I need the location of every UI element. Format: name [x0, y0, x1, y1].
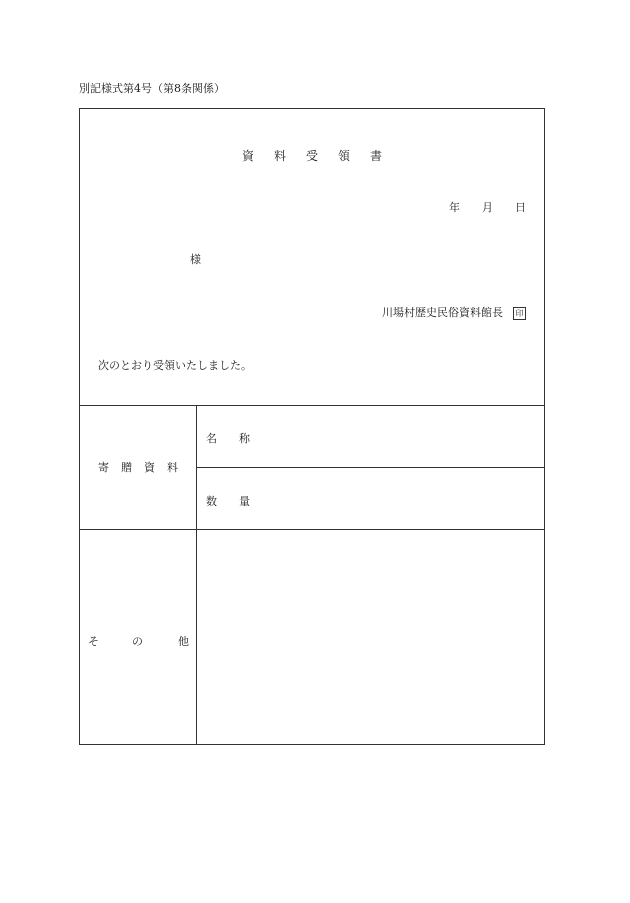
date-line: [427, 199, 526, 215]
name-field-label: [206, 430, 272, 446]
form-number: 別記様式第4号（第8条関係）: [79, 82, 225, 95]
date-day-label: 日: [515, 201, 526, 214]
label-char: 量: [239, 495, 250, 508]
title-char: 書: [370, 149, 383, 163]
recipient-suffix: 様: [190, 253, 201, 266]
date-year-label: 年: [449, 201, 460, 214]
table-top-divider: [80, 405, 544, 406]
label-char: 数: [206, 495, 217, 508]
issuer-line: [382, 304, 526, 320]
receipt-form: [79, 108, 545, 745]
title-char: 資: [241, 149, 254, 163]
title-char: 料: [273, 149, 286, 163]
label-char: そ: [88, 635, 99, 648]
donation-materials-label: [80, 459, 196, 475]
label-char: 料: [167, 461, 178, 474]
label-char: 称: [239, 432, 250, 445]
other-section-divider: [80, 529, 544, 530]
label-char: 寄: [98, 461, 109, 474]
document-title: [80, 147, 544, 164]
date-month-label: 月: [482, 201, 493, 214]
quantity-field-label: [206, 493, 272, 509]
seal-mark: 印: [513, 307, 526, 320]
label-char: の: [132, 635, 143, 648]
label-char: 名: [206, 432, 217, 445]
label-column-divider: [196, 405, 197, 744]
receipt-note: 次のとおり受領いたしました。: [98, 359, 252, 372]
issuer-name: 川場村歴史民俗資料館長: [382, 306, 503, 319]
title-char: 領: [338, 149, 351, 163]
label-char: 他: [178, 635, 189, 648]
label-char: 資: [144, 461, 155, 474]
title-char: 受: [305, 149, 318, 163]
label-char: 贈: [121, 461, 132, 474]
name-quantity-divider: [196, 467, 544, 468]
